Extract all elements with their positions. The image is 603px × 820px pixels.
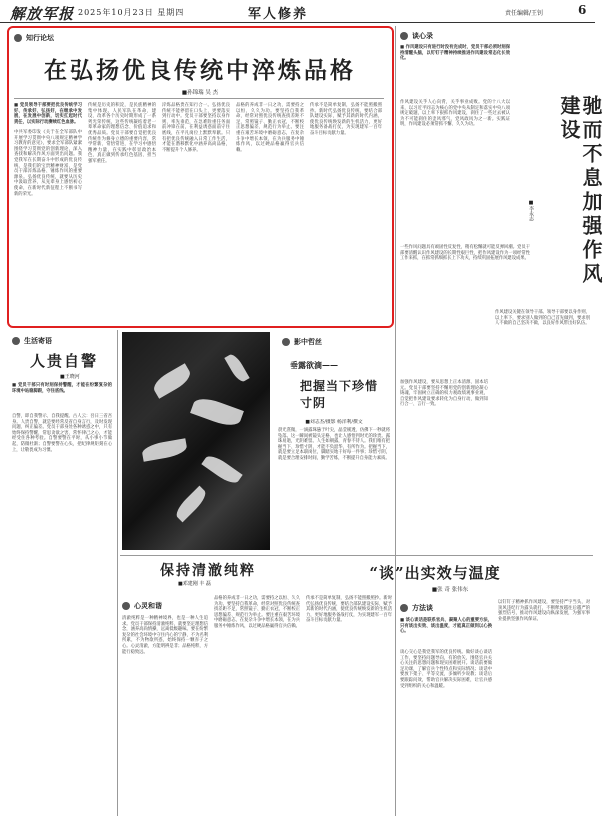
side-lead: ■ 作风建设只有进行时没有完成时，党员干部必须时刻保持清醒头脑，以钉钉子精神持续推进作风建设常态化长效化。 (400, 45, 510, 62)
dialogue-lead: ■ 谈心谈话是联系官兵、凝聚人心的重要方法，只有谈出实效、谈出温度，才能真正做到以心换心。 (400, 618, 492, 635)
tag-icon (14, 34, 22, 42)
film-body: 晨光熹微，一滴露珠悬于叶尖，晶莹剔透，仿佛下一秒就将坠落。这一瞬间被镜头定格，也让人感悟到时光的珍贵。露珠易逝，光阴难留。人生如朝露，青春不待人。我们唯有把握当下、珍惜寸阴，才能不负韶华、有所作为。把握当下，就是要立足本职岗位，脚踏实地干好每一件事；珍惜寸阴，就是要合理安排时间，勤学苦练，不断提升自身能力素质。 (278, 428, 390, 461)
clarity-tag (122, 600, 162, 612)
side-body-3: 加强作风建设，要从思想上正本清源、固本培元。党员干部要坚持不懈用党的创新理论凝心铸魂，牢固树立正确的权力观政绩观事业观，自觉把作风建设要求转化为自身行动，做到知行合一、言行一致。 (400, 380, 488, 408)
dialogue-byline: ■张 奇 张伟东 (431, 587, 469, 593)
divider (120, 555, 275, 556)
side-body-1: 作风建设关乎人心向背，关乎事业成败。党的十八大以来，以习近平同志为核心的党中央从制定和落实中央八项规定破题，以上率下狠抓作风建设，刹住了一些过去被认为不可能刹住的歪风邪气，党风政风为之一新。实践证明，作风建设必须常抓不懈、久久为功。 (400, 100, 510, 128)
dew-photo (122, 332, 270, 550)
life-tag-label: 生活寄语 (24, 336, 52, 345)
film-title: 把握当下珍惜寸阴 (300, 379, 379, 410)
film-tag (282, 336, 322, 348)
film-byline: ■刘志杰/摄影 杨洋利/撰文 (305, 420, 363, 425)
feature-tag-label: 知行论坛 (26, 33, 54, 42)
clarity-title: 保持清澈纯粹 (160, 563, 256, 579)
masthead (0, 0, 595, 23)
divider (14, 98, 384, 99)
side-byline: ■李永志 (528, 200, 534, 221)
issue-date: 2025年10月23日 星期四 (78, 8, 185, 17)
side-body-2: 一些作风问题具有顽固性反复性，稍有松懈就可能反弹回潮。党员干部要清醒认识作风建设的长期性艰巨性，把作风建设作为一项经常性工作来抓，在抓常抓细抓长上下功夫，持续巩固拓展作风建设成果。 (400, 245, 530, 262)
page-editor: 责任编辑/王钊 (505, 10, 544, 17)
dialogue-column-2: 以钉钉子精神抓作风建设，要坚持严字当头，对顶风违纪行为露头就打，不断释放越往后越严的强烈信号，推动作风建设向纵深发展，为强军事业提供坚强作风保证。 (498, 600, 590, 622)
tag-icon (122, 602, 130, 610)
feature-lead: ■ 党员领导干部要把优良传统学习好、传承好、弘扬好，在继承中发展，在发展中创新，切实扛起时代责任，以实际行动赓续红色血脉。 (14, 103, 82, 125)
newspaper-logo: 解放军报 (10, 5, 75, 23)
side-tag-label: 谈心录 (412, 31, 433, 40)
dialogue-column-1: 谈心交心是我党我军的优良传统。做好谈心谈话工作，要坚持问题导向，有的放矢，围绕官兵关心关注的思想问题和现实困难展开。谈话前要做足功课，了解官兵个性特点和实际情况；谈话中要放下架子、平等交流，多倾听少说教；谈话后要跟踪问效，帮助官兵解决实际困难，让官兵感受到组织的关心和温暖。 (400, 650, 492, 689)
tag-icon (12, 337, 20, 345)
section-title: 军人修养 (248, 7, 309, 22)
side-title: 驰而不息加强作风建设 (557, 95, 603, 287)
life-byline: ■王晓河 (60, 374, 80, 380)
clarity-column-1: 清澈纯粹是一种精神境界，也是一种人生追求。党员干部保持清澈纯粹，就要坚定理想信念，涵养高尚情操，远离低级趣味。要在纷繁复杂的社会环境中守住内心的宁静，不为名利所累，不为物欲所惑，始终保持一颗赤子之心。心灵清澈，方能明辨是非；品格纯粹，方能行稳致远。 (122, 616, 208, 655)
column-divider (395, 26, 396, 816)
clarity-byline: ■邓建刚 丰 磊 (178, 581, 211, 587)
feature-column-4: 品格的养成非一日之功，需要持之以恒、久久为功。要坚持自我革命，经常对照优良传统查找差距不足，常照镜子、勤正衣冠，不断校正思想偏差、规范行为举止。要注重在艰苦环境中磨砺意志，在复杂斗争中增长本领，在为兵服务中锤炼作风，以过硬品格赢得官兵信赖。 (236, 103, 304, 153)
dialogue-tag-label: 方法谈 (412, 603, 433, 612)
page-number: 6 (578, 3, 587, 17)
life-title: 人贵自警 (30, 352, 99, 370)
feature-title: 在弘扬优良传统中淬炼品格 (44, 57, 356, 84)
side-tag (400, 30, 433, 42)
dialogue-tag (400, 602, 433, 614)
feature-column-3: 淬炼品格贵在知行合一。弘扬优良传统不能停留在口头上，更要落实到行动中。党员干部要坚持以身作则、率先垂范，在急难险重任务面前冲锋在前，在利益诱惑面前守住底线，在平凡岗位上默默奉献。只有把优良传统融入日常工作生活，才能在潜移默化中涵养高尚品格，不断提升个人修养。 (162, 103, 230, 153)
column-divider (117, 330, 118, 816)
feature-column-2: 传统是历史的积淀，是民族精神的集中体现。人民军队在革命、建设、改革各个历史时期形成了一系列光荣传统，这些传统凝结着老一辈革命家的理想信念、价值追求和优秀品质。党员干部要自觉把优良传统作为修身立德的重要内容，常学常新、常悟常进，在学习中感悟精神力量，在实践中彰显政治本色，真正做到传承红色基因、担当强军重任。 (88, 103, 156, 164)
clarity-column-2: 品格的养成非一日之功，需要持之以恒、久久为功。要坚持自我革命，经常对照优良传统查找差距不足，常照镜子、勤正衣冠，不断校正思想偏差、规范行为举止。要注重在艰苦环境中磨砺意志，在复杂斗争中增长本领，在为兵服务中锤炼作风，以过硬品格赢得官兵信赖。 (214, 596, 300, 629)
film-tag-label: 影中哲丝 (294, 337, 322, 346)
dialogue-title: “谈”出实效与温度 (369, 564, 501, 582)
feature-byline: ■孙锦瑞 吴 杰 (181, 90, 219, 96)
film-subtitle: 垂露欲滴—— (290, 360, 338, 370)
feature-column-1: 中共军委印发《关于在全军部队中开展学习贯彻中央八项规定精神学习教育的意见》，要求全军部队紧紧围绕学习贯彻党的创新理论，深入查找和解决作风方面突出问题。我党我军在长期奋斗中形成的优良传统，是我们的宝贵精神财富，是党员干部淬炼品格、锤炼作风的重要源泉。弘扬优良传统，就要从历史中汲取营养，从先辈身上感悟初心使命，在新时代新征程上不断书写新的荣光。 (14, 130, 82, 197)
tag-icon (282, 338, 290, 346)
life-tag (12, 335, 52, 347)
life-body: 自警，即自我警示、自我提醒。古人云：吾日三省吾身。人贵自警，就是要经常反省自身言行，及时发现问题、纠正偏差。党员干部身处各种诱惑之中，只有始终保持警醒，常思贪欲之害，常怀律己之心，才能经受住各种考验。自警要警在平时，从小事小节做起，防微杜渐；自警要警在心头，把纪律规矩刻在心上，让敬畏成为习惯。 (12, 414, 112, 453)
tag-icon (400, 604, 408, 612)
side-body-4: 作风建设关键在领导干部。领导干部要以身作则、以上率下，要求别人做到的自己首先做到，要求别人不做的自己坚决不做，以良好作风带出好队伍。 (495, 310, 590, 327)
feature-column-5: 传承不是简单复制，弘扬不能照搬照抄。新时代弘扬优良传统，要结合部队建设实际，赋予其新的时代内涵，使优良传统焕发新的生机活力，更好地服务备战打仗，为实现建军一百年奋斗目标贡献力量。 (310, 103, 382, 136)
divider (275, 555, 593, 556)
tag-icon (400, 32, 408, 40)
clarity-tag-label: 心灵和谐 (134, 601, 162, 610)
feature-tag (14, 32, 54, 44)
life-lead: ■ 党员干部只有时刻保持警醒，才能在纷繁复杂的环境中站稳脚跟，守住底线。 (12, 383, 112, 394)
clarity-column-3: 传承不是简单复制，弘扬不能照搬照抄。新时代弘扬优良传统，要结合部队建设实际，赋予其新的时代内涵，使优良传统焕发新的生机活力，更好地服务备战打仗，为实现建军一百年奋斗目标贡献力量。 (306, 596, 392, 624)
